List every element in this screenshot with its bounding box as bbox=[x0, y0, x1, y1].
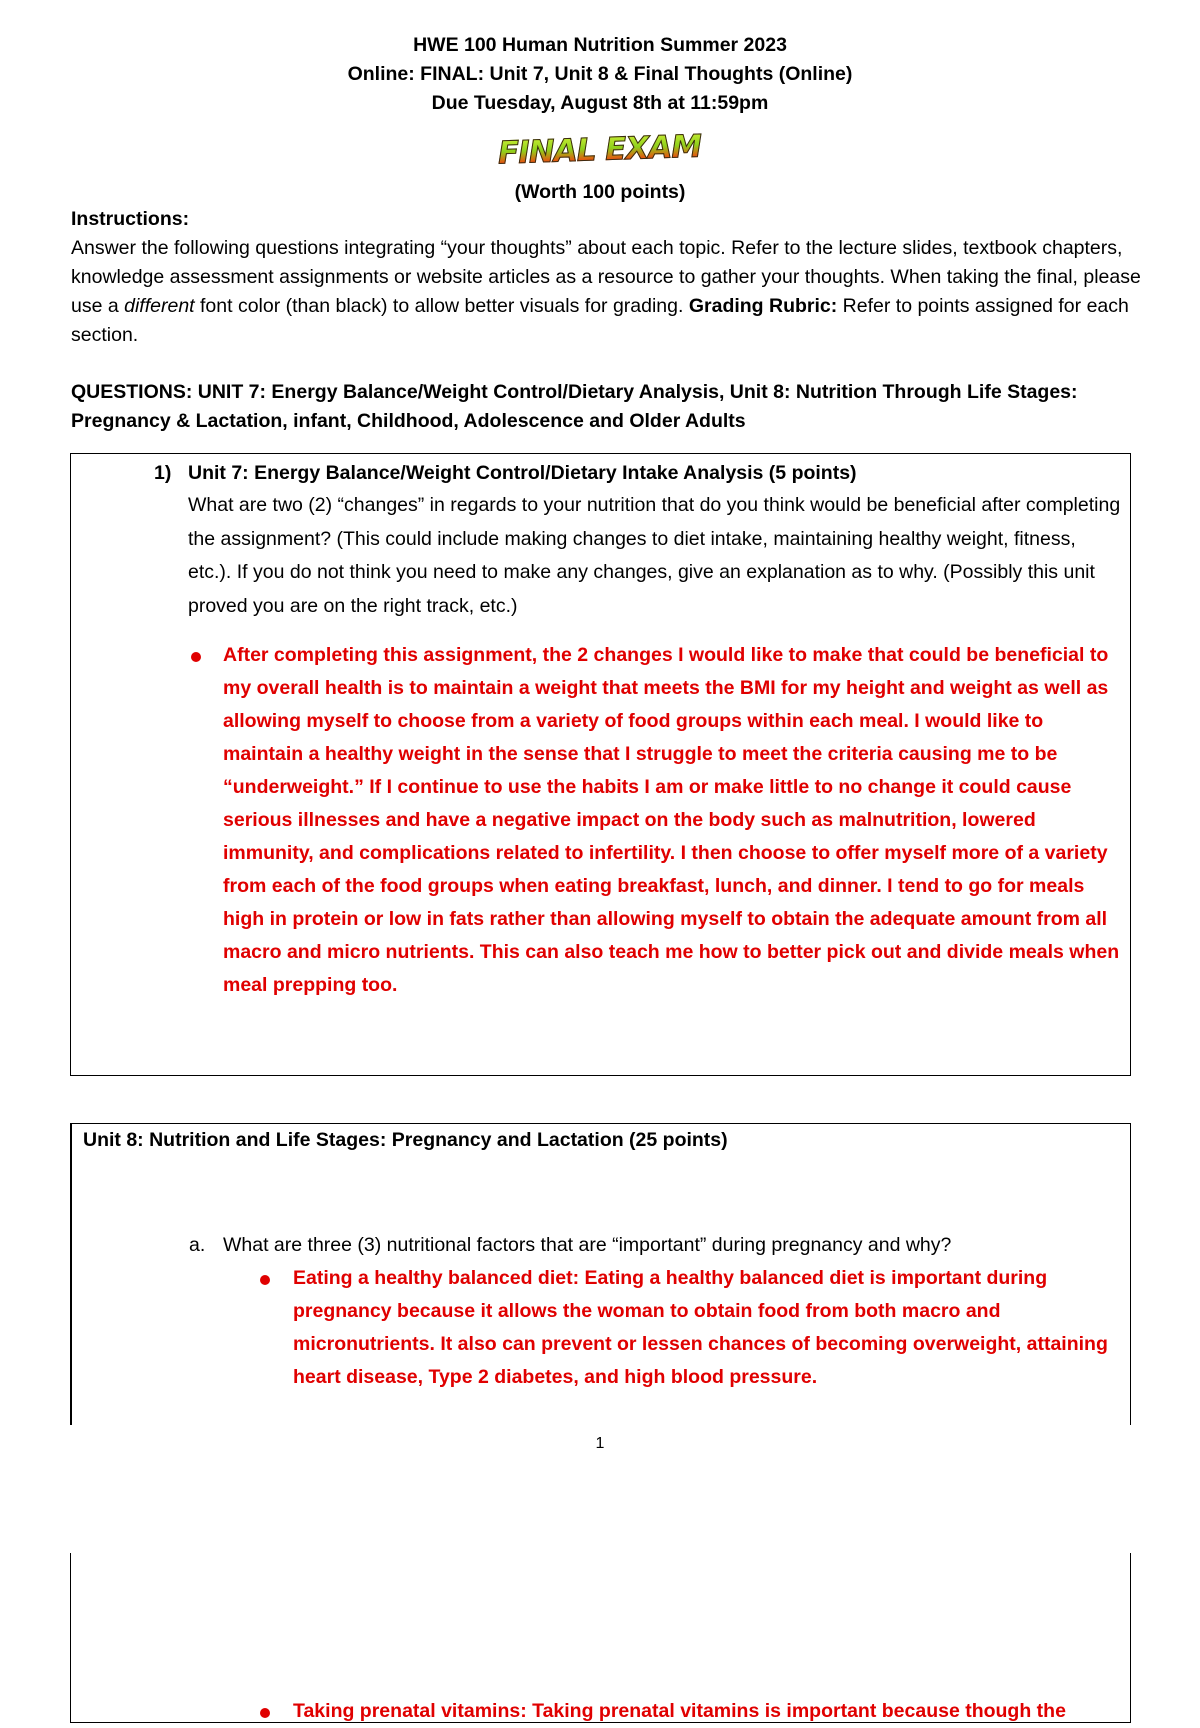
due-date: Due Tuesday, August 8th at 11:59pm bbox=[431, 92, 769, 114]
grading-rubric-label: Grading Rubric: bbox=[688, 295, 838, 317]
question-a-letter: a. bbox=[189, 1234, 206, 1256]
question-a-prompt: What are three (3) nutritional factors that are “important” during pregnancy and why? bbox=[223, 1234, 952, 1256]
question-1-box bbox=[70, 453, 1131, 1076]
bullet-icon bbox=[260, 1275, 270, 1285]
question-1-prompt: What are two (2) “changes” in regards to your nutrition that do you think would be beneficial after completing the assignment? (This could include making changes to diet intake, maintaining healthy weight, fitness, etc.). If you do not think you need to make any changes, give an explanation as to why. (Possibly this unit proved you are on the right track, etc.) bbox=[188, 494, 1121, 617]
question-1-number: 1) bbox=[154, 462, 172, 484]
box-right-border bbox=[1130, 1123, 1132, 1425]
unit-8-box bbox=[70, 1123, 1131, 1723]
instructions-label: Instructions: bbox=[71, 208, 190, 230]
instructions-section bbox=[71, 205, 1141, 350]
question-1-title: Unit 7: Energy Balance/Weight Control/Dietary Intake Analysis (5 points) bbox=[188, 462, 857, 484]
questions-heading: QUESTIONS: UNIT 7: Energy Balance/Weight Control/Dietary Analysis, Unit 8: Nutrition Through Life Stages: Pregnancy & Lactation, infant, Childhood, Adolescence and Older Adults bbox=[71, 381, 1078, 432]
question-a-answer-1: Eating a healthy balanced diet: Eating a healthy balanced diet is important during pregnancy because it allows the woman to obtain food from both macro and micronutrients. It also can prevent or lessen chances of becoming overweight, attaining heart disease, Type 2 diabetes, and high blood pressure. bbox=[293, 1267, 1108, 1388]
page-number: 1 bbox=[595, 1435, 605, 1452]
box-left-border bbox=[70, 1123, 72, 1425]
course-title: HWE 100 Human Nutrition Summer 2023 bbox=[413, 34, 787, 56]
bullet-icon bbox=[191, 652, 201, 662]
final-exam-logo-text: FINAL EXAM bbox=[497, 128, 703, 172]
document-header bbox=[0, 31, 1200, 118]
bullet-icon bbox=[260, 1708, 270, 1718]
unit-8-title: Unit 8: Nutrition and Life Stages: Pregnancy and Lactation (25 points) bbox=[83, 1129, 728, 1151]
question-a-answer-2: Taking prenatal vitamins: Taking prenatal vitamins is important because though the bbox=[293, 1700, 1066, 1722]
exam-title: Online: FINAL: Unit 7, Unit 8 & Final Thoughts (Online) bbox=[347, 63, 853, 85]
worth-points: (Worth 100 points) bbox=[514, 181, 686, 203]
question-1-answer: After completing this assignment, the 2 changes I would like to make that could be beneficial to my overall health is to maintain a weight that meets the BMI for my height and weight as well as allowing myself to choose from a variety of food groups within each meal. I would like to maintain a healthy weight in the sense that I struggle to meet the criteria causing me to be “underweight.” If I continue to use the habits I am or make little to no change it could cause serious illnesses and have a negative impact on the body such as malnutrition, lowered immunity, and complications related to infertility. I then choose to offer myself more of a variety from each of the food groups when eating breakfast, lunch, and dinner. I tend to go for meals high in protein or low in fats rather than allowing myself to obtain the adequate amount from all macro and micro nutrients. This can also teach me how to better pick out and divide meals when meal prepping too. bbox=[223, 644, 1120, 996]
instructions-text: Answer the following questions integrating “your thoughts” about each topic. Refer to the lecture slides, textbook chapters, knowledge assessment assignments or website articles as a resource to gather your thoughts. When taking the final, please use a different font color (than black) to allow better visuals for grading. Grading Rubric: Refer to points assigned for each section. bbox=[71, 237, 1141, 346]
final-exam-logo bbox=[0, 128, 1200, 172]
